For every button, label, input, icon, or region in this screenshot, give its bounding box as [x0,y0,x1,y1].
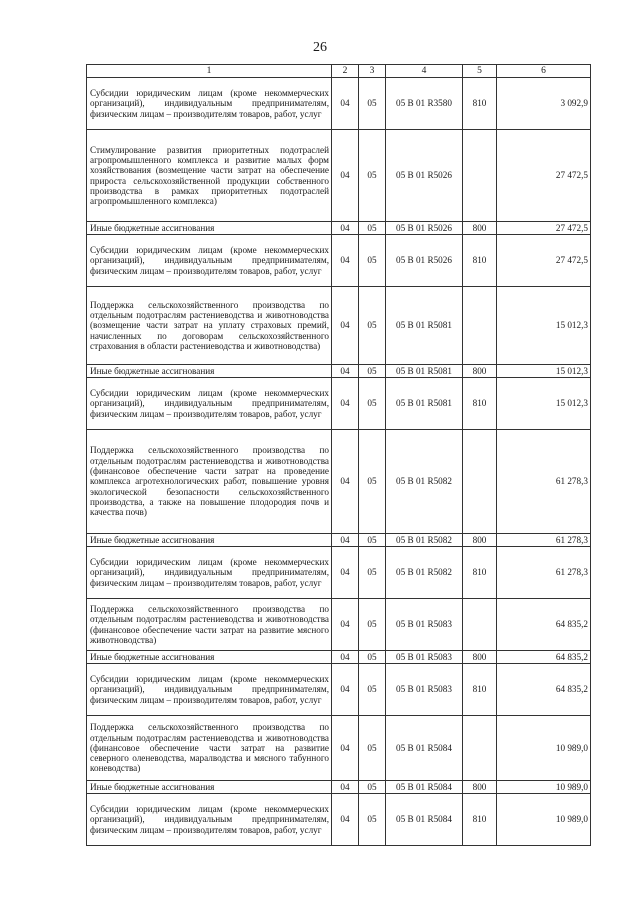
row-subsection-code: 05 [359,599,386,651]
row-expense-type-code [463,599,497,651]
row-name-cell: Субсидии юридическим лицам (кроме некоммерческих организаций), индивидуальным предпринимателям, физическим лицам – производителям товаров, работ, услуг [87,794,332,846]
budget-table-body [87,65,591,846]
table-row [87,287,591,365]
row-amount: 10 989,0 [497,794,591,846]
row-expense-type-code: 810 [463,78,497,130]
table-row [87,534,591,547]
row-subsection-code: 05 [359,794,386,846]
row-name-cell: Поддержка сельскохозяйственного производства по отдельным подотраслям растениеводства и животноводства (финансовое обеспечение части затрат на развитие северного оленеводства, маралводства и мясного табунного коневодства) [87,716,332,781]
row-amount: 64 835,2 [497,664,591,716]
row-subsection-code: 05 [359,651,386,664]
row-section-code: 04 [332,235,359,287]
row-name-cell: Иные бюджетные ассигнования [87,222,332,235]
row-section-code: 04 [332,599,359,651]
row-expense-type-code [463,130,497,222]
header-cell-6: 6 [497,65,591,78]
row-name-cell: Иные бюджетные ассигнования [87,651,332,664]
row-subsection-code: 05 [359,664,386,716]
row-amount: 61 278,3 [497,430,591,534]
row-name-cell: Субсидии юридическим лицам (кроме некоммерческих организаций), индивидуальным предпринимателям, физическим лицам – производителям товаров, работ, услуг [87,78,332,130]
row-name-cell: Субсидии юридическим лицам (кроме некоммерческих организаций), индивидуальным предпринимателям, физическим лицам – производителям товаров, работ, услуг [87,378,332,430]
row-section-code: 04 [332,287,359,365]
row-target-article-code: 05 В 01 R5083 [386,664,463,716]
row-expense-type-code: 810 [463,547,497,599]
row-expense-type-code [463,287,497,365]
table-row [87,781,591,794]
row-target-article-code: 05 В 01 R5081 [386,378,463,430]
row-section-code: 04 [332,78,359,130]
row-amount: 64 835,2 [497,651,591,664]
header-cell-5: 5 [463,65,497,78]
table-row [87,78,591,130]
row-amount: 61 278,3 [497,534,591,547]
row-name-cell: Иные бюджетные ассигнования [87,781,332,794]
row-amount: 15 012,3 [497,365,591,378]
row-amount: 64 835,2 [497,599,591,651]
row-target-article-code: 05 В 01 R5026 [386,222,463,235]
header-cell-4: 4 [386,65,463,78]
row-section-code: 04 [332,222,359,235]
table-row [87,664,591,716]
row-subsection-code: 05 [359,547,386,599]
row-section-code: 04 [332,781,359,794]
row-subsection-code: 05 [359,430,386,534]
row-section-code: 04 [332,430,359,534]
table-row [87,716,591,781]
row-name-cell: Поддержка сельскохозяйственного производства по отдельным подотраслям растениеводства и животноводства (возмещение части затрат на уплату страховых премий, начисленных по договорам сельскохозяйственного страхования в области растениеводства и животноводства) [87,287,332,365]
row-subsection-code: 05 [359,781,386,794]
row-subsection-code: 05 [359,287,386,365]
row-expense-type-code: 800 [463,365,497,378]
row-amount: 15 012,3 [497,378,591,430]
row-target-article-code: 05 В 01 R5026 [386,130,463,222]
row-section-code: 04 [332,794,359,846]
table-row [87,235,591,287]
row-expense-type-code: 810 [463,664,497,716]
row-name-cell: Субсидии юридическим лицам (кроме некоммерческих организаций), индивидуальным предпринимателям, физическим лицам – производителям товаров, работ, услуг [87,547,332,599]
budget-table [86,64,591,846]
row-section-code: 04 [332,716,359,781]
row-name-cell: Иные бюджетные ассигнования [87,365,332,378]
row-name-cell: Стимулирование развития приоритетных подотраслей агропромышленного комплекса и развитие малых форм хозяйствования (возмещение части затрат на обеспечение прироста сельскохозяйственной продукции собственного производства в рамках приоритетных подотраслей агропромышленного комплекса) [87,130,332,222]
row-section-code: 04 [332,534,359,547]
row-subsection-code: 05 [359,534,386,547]
row-target-article-code: 05 В 01 R5084 [386,716,463,781]
row-expense-type-code: 800 [463,534,497,547]
row-expense-type-code: 800 [463,651,497,664]
row-target-article-code: 05 В 01 R5081 [386,365,463,378]
table-row [87,378,591,430]
table-row [87,365,591,378]
row-subsection-code: 05 [359,235,386,287]
row-target-article-code: 05 В 01 R5082 [386,547,463,599]
table-row [87,130,591,222]
table-header-row [87,65,591,78]
row-subsection-code: 05 [359,365,386,378]
row-expense-type-code: 810 [463,378,497,430]
row-expense-type-code: 800 [463,222,497,235]
row-amount: 15 012,3 [497,287,591,365]
row-amount: 10 989,0 [497,716,591,781]
row-name-cell: Поддержка сельскохозяйственного производства по отдельным подотраслям растениеводства и животноводства (финансовое обеспечение части затрат на развитие мясного животноводства) [87,599,332,651]
row-name-cell: Поддержка сельскохозяйственного производства по отдельным подотраслям растениеводства и животноводства (финансовое обеспечение части затрат на проведение комплекса агротехнологических работ, повышение уровня экологической безопасности сельскохозяйственного производства, а также на повышение плодородия почв и качества почв) [87,430,332,534]
row-amount: 61 278,3 [497,547,591,599]
row-amount: 3 092,9 [497,78,591,130]
row-section-code: 04 [332,547,359,599]
table-row [87,222,591,235]
row-target-article-code: 05 В 01 R3580 [386,78,463,130]
row-section-code: 04 [332,378,359,430]
row-amount: 27 472,5 [497,222,591,235]
row-section-code: 04 [332,664,359,716]
row-expense-type-code: 800 [463,781,497,794]
row-target-article-code: 05 В 01 R5084 [386,794,463,846]
row-target-article-code: 05 В 01 R5082 [386,534,463,547]
row-subsection-code: 05 [359,378,386,430]
row-target-article-code: 05 В 01 R5026 [386,235,463,287]
row-subsection-code: 05 [359,130,386,222]
row-target-article-code: 05 В 01 R5081 [386,287,463,365]
table-row [87,547,591,599]
row-subsection-code: 05 [359,222,386,235]
row-section-code: 04 [332,365,359,378]
row-name-cell: Субсидии юридическим лицам (кроме некоммерческих организаций), индивидуальным предпринимателям, физическим лицам – производителям товаров, работ, услуг [87,664,332,716]
row-section-code: 04 [332,651,359,664]
row-name-cell: Субсидии юридическим лицам (кроме некоммерческих организаций), индивидуальным предпринимателям, физическим лицам – производителям товаров, работ, услуг [87,235,332,287]
row-target-article-code: 05 В 01 R5083 [386,651,463,664]
table-row [87,599,591,651]
row-target-article-code: 05 В 01 R5084 [386,781,463,794]
header-cell-3: 3 [359,65,386,78]
row-expense-type-code: 810 [463,235,497,287]
row-name-cell: Иные бюджетные ассигнования [87,534,332,547]
row-amount: 10 989,0 [497,781,591,794]
row-subsection-code: 05 [359,78,386,130]
row-target-article-code: 05 В 01 R5083 [386,599,463,651]
row-expense-type-code: 810 [463,794,497,846]
row-section-code: 04 [332,130,359,222]
row-amount: 27 472,5 [497,235,591,287]
table-row [87,794,591,846]
page-number: 26 [313,40,327,55]
table-row [87,430,591,534]
header-cell-2: 2 [332,65,359,78]
row-subsection-code: 05 [359,716,386,781]
row-expense-type-code [463,430,497,534]
row-amount: 27 472,5 [497,130,591,222]
row-target-article-code: 05 В 01 R5082 [386,430,463,534]
row-expense-type-code [463,716,497,781]
table-row [87,651,591,664]
header-cell-1: 1 [87,65,332,78]
